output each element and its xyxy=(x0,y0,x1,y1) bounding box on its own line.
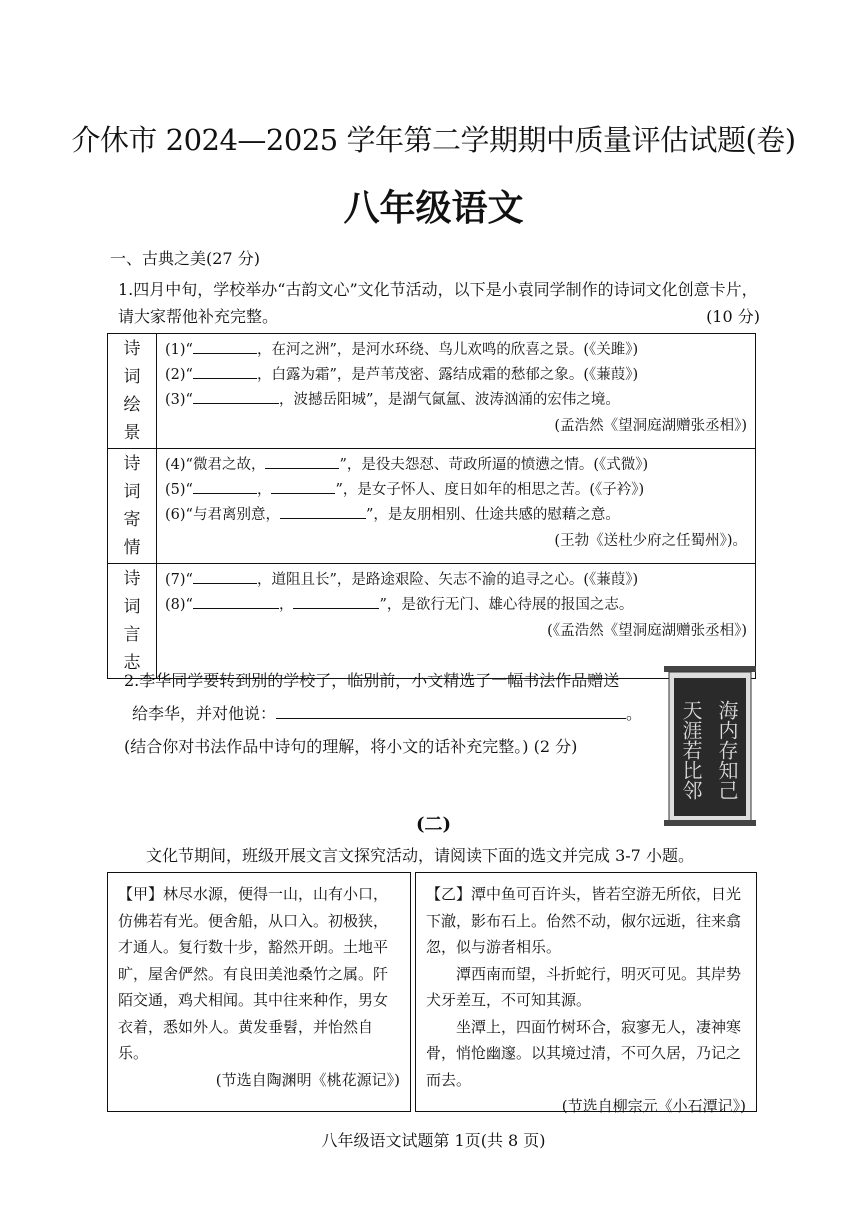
question-2 xyxy=(124,664,664,763)
poem-line-2: (2)“ ，白露为霜”，是芦苇茂密、露结成霜的愁郁之象。(《蒹葭》) xyxy=(165,363,749,388)
calligraphy-scroll-image xyxy=(661,664,759,830)
question-1 xyxy=(118,276,766,330)
question-2-line2: 给李华，并对他说： 。 xyxy=(132,704,643,723)
question-1-text: 1.四月中旬，学校举办“古韵文心”文化节活动，以下是小袁同学制作的诗词文化创意卡片，请大家帮他补充完整。 xyxy=(118,280,758,326)
calligraphy-column-2: 天涯若比邻 xyxy=(679,700,703,800)
poem-line-6: (6)“与君离别意， ”，是友朋相别、仕途共感的慰藉之意。 xyxy=(165,503,749,528)
poem-line-7: (7)“ ，道阻且长”，是路途艰险、矢志不渝的追寻之心。(《蒹葭》) xyxy=(165,568,749,593)
answer-blank-8a[interactable] xyxy=(193,594,279,610)
answer-blank-2[interactable] xyxy=(193,364,257,380)
text-b-para2: 潭西南而望，斗折蛇行，明灭可见。其岸势犬牙差互，不可知其源。 xyxy=(426,964,742,1009)
calligraphy-column-1: 海内存知己 xyxy=(715,700,739,800)
exam-title: 介休市 2024—2025 学年第二学期期中质量评估试题(卷) xyxy=(71,123,796,157)
section-heading: 一、古典之美(27 分) xyxy=(110,249,260,268)
answer-blank-7[interactable] xyxy=(193,569,257,585)
card-label-aspiration: 诗 词 言 志 xyxy=(108,564,157,679)
card-label-scenery: 诗 词 绘 景 xyxy=(108,334,157,449)
answer-blank-8b[interactable] xyxy=(293,594,379,610)
part-heading: (二) xyxy=(415,814,452,835)
answer-blank-4[interactable] xyxy=(265,454,339,470)
question-2-instruction: (结合你对书法作品中诗句的理解，将小文的话补充完整。) (2 分) xyxy=(124,737,578,756)
poem-line-3: (3)“ ，波撼岳阳城”，是湖气氤氲、波涛汹涌的宏伟之境。 xyxy=(165,388,749,413)
part-intro: 文化节期间，班级开展文言文探究活动，请阅读下面的选文并完成 3-7 小题。 xyxy=(146,846,694,865)
poetry-card-table xyxy=(107,333,756,679)
poem-line-1: (1)“ ，在河之洲”，是河水环绕、鸟儿欢鸣的欣喜之景。(《关雎》) xyxy=(165,338,749,363)
card-body-scenery xyxy=(157,334,756,449)
poem-line-5: (5)“ ， ”，是女子怀人、度日如年的相思之苦。(《子衿》) xyxy=(165,478,749,503)
answer-blank-3[interactable] xyxy=(193,389,279,405)
poem-line-8: (8)“ ， ”，是欲行无门、雄心待展的报国之志。 xyxy=(165,593,749,618)
answer-blank-5b[interactable] xyxy=(271,479,335,495)
poem-line-4: (4)“微君之故， ”，是役夫怨怼、苛政所逼的愤懑之情。(《式微》) xyxy=(165,453,749,478)
answer-blank-5a[interactable] xyxy=(193,479,257,495)
exam-subject: 八年级语文 xyxy=(343,187,524,229)
answer-blank-q2[interactable] xyxy=(276,702,626,719)
card-label-emotion: 诗 词 寄 情 xyxy=(108,449,157,564)
poem-source: (孟浩然《望洞庭湖赠张丞相》) xyxy=(554,418,747,434)
page-footer: 八年级语文试题第 1页(共 8 页) xyxy=(321,1131,546,1150)
text-box-a xyxy=(107,872,411,1112)
text-a-source: (节选自陶渊明《桃花源记》) xyxy=(215,1070,400,1089)
text-b-para1: 【乙】潭中鱼可百许头，皆若空游无所依，日光下澈，影布石上。佁然不动，俶尔远逝，往来翕忽，似与游者相乐。 xyxy=(426,885,742,956)
poem-source: (《孟浩然《望洞庭湖赠张丞相》) xyxy=(547,623,747,639)
question-2-line1: 2.李华同学要转到别的学校了，临别前，小文精选了一幅书法作品赠送 xyxy=(124,671,620,690)
question-1-points: (10 分) xyxy=(706,307,760,326)
text-b-para3: 坐潭上，四面竹树环合，寂寥无人，凄神寒骨，悄怆幽邃。以其境过清，不可久居，乃记之而去。 xyxy=(426,1017,742,1089)
answer-blank-6[interactable] xyxy=(280,504,366,520)
card-body-aspiration xyxy=(157,564,756,679)
text-b-source: (节选自柳宗元《小石潭记》) xyxy=(561,1097,746,1115)
answer-blank-1[interactable] xyxy=(193,339,257,355)
card-body-emotion xyxy=(157,449,756,564)
poem-source: (王勃《送杜少府之任蜀州》)。 xyxy=(554,533,747,549)
text-box-b xyxy=(415,872,757,1115)
text-a-body: 【甲】林尽水源，便得一山，山有小口，仿佛若有光。便舍船，从口入。初极狭，才通人。复行数十步，豁然开朗。土地平旷，屋舍俨然。有良田美池桑竹之属。阡陌交通，鸡犬相闻。其中往来种作，男女衣着，悉如外人。黄发垂髫，并怡然自乐。 xyxy=(118,885,389,1062)
